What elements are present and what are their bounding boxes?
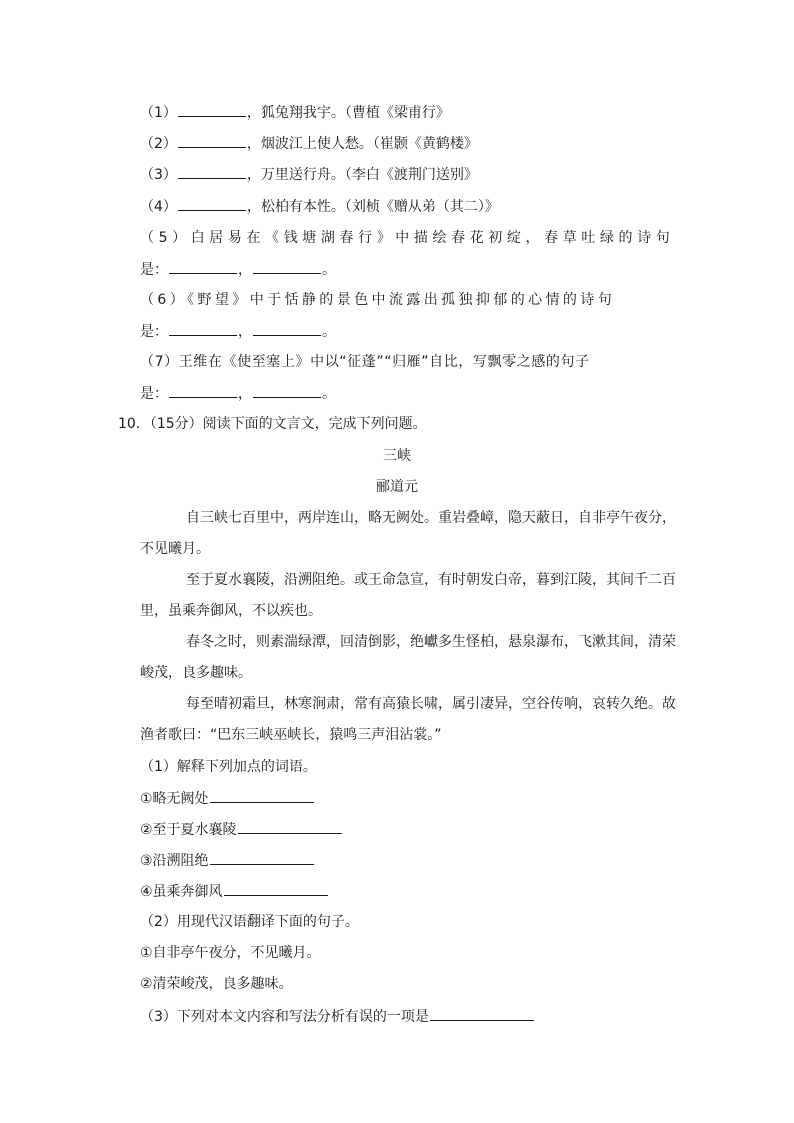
answer-blank[interactable] [253,259,321,274]
answer-blank[interactable] [253,383,321,398]
item-text: ③沿溯阻绝 [140,853,209,869]
answer-blank[interactable] [224,881,328,896]
answer-blank[interactable] [169,259,237,274]
sub2-item-2: ②清荣峻茂，良多趣味。 [140,976,293,992]
item-text: ④虽乘奔御风 [140,884,223,900]
q9-item-4 [140,196,499,217]
separator: ， [238,324,252,340]
paragraph-1-line1: 自三峡七百里中，两岸连山，略无阙处。重岩叠嶂，隐天蔽日，自非亭午夜分， [186,510,676,526]
q9-item-3 [140,164,478,185]
paragraph-4-line2: 渔者歌曰：“巴东三峡巫峡长，猿鸣三声泪沾裳。” [140,727,442,743]
sub1-item-4 [140,881,329,902]
paragraph-3-line2: 峻茂，良多趣味。 [140,665,252,681]
item-prefix: 是： [140,386,168,402]
sub2-item-1: ①自非亭午夜分，不见曦月。 [140,945,321,961]
answer-blank[interactable] [178,133,246,148]
item-text: ，烟波江上使人愁。（崔颢《黄鹤楼》 [246,136,478,152]
sub1-item-3 [140,850,315,871]
sub1-item-2 [140,819,343,840]
paragraph-2-line1: 至于夏水襄陵，沿溯阻绝。或王命急宣，有时朝发白帝，暮到江陵，其间千二百 [186,572,676,588]
period: 。 [322,386,336,402]
answer-blank[interactable] [178,102,246,117]
separator: ， [238,386,252,402]
q9-item-6-line2 [140,321,336,342]
answer-blank[interactable] [210,850,314,865]
q9-item-7-line1: （7）王维在《使至塞上》中以“征蓬”“归雁”自比，写飘零之感的句子 [140,354,590,370]
answer-blank[interactable] [169,383,237,398]
item-prefix: 是： [140,324,168,340]
passage-author: 郦道元 [376,479,418,495]
item-number: （4） [140,199,177,215]
item-text: （3）下列对本文内容和写法分析有误的一项是 [140,1009,429,1025]
item-number: （3） [140,167,177,183]
item-text: ，狐兔翔我宇。（曹植《梁甫行》 [246,105,450,121]
period: 。 [322,324,336,340]
sub1-item-1 [140,788,315,809]
answer-blank[interactable] [178,196,246,211]
paragraph-3-line1: 春冬之时，则素湍绿潭，回清倒影，绝巘多生怪柏，悬泉瀑布，飞漱其间，清荣 [186,634,676,650]
answer-blank[interactable] [253,321,321,336]
item-prefix: 是： [140,262,168,278]
passage-title: 三峡 [383,448,411,464]
paragraph-1-line2: 不见曦月。 [140,541,210,557]
separator: ， [238,262,252,278]
period: 。 [322,262,336,278]
answer-blank[interactable] [169,321,237,336]
q9-item-2 [140,133,478,154]
answer-blank[interactable] [178,164,246,179]
sub3-prompt [140,1006,535,1027]
item-text: ，松柏有本性。（刘桢《赠从弟（其二）》 [246,199,499,215]
sub1-prompt: （1）解释下列加点的词语。 [140,759,317,775]
paragraph-2-line2: 里，虽乘奔御风，不以疾也。 [140,603,322,619]
item-number: （1） [140,105,177,121]
answer-blank[interactable] [238,819,342,834]
item-text: ②至于夏水襄陵 [140,822,237,838]
paragraph-4-line1: 每至晴初霜旦，林寒涧肃，常有高猿长啸，属引凄异，空谷传响，哀转久绝。故 [186,696,676,712]
q9-item-1 [140,102,450,123]
item-text: ，万里送行舟。（李白《渡荆门送别》 [246,167,478,183]
q9-item-7-line2 [140,383,336,404]
q10-header: 10．（15分）阅读下面的文言文，完成下列问题。 [118,416,427,432]
q9-item-6-line1: （6）《野望》中于恬静的景色中流露出孤独抑郁的心情的诗句 [140,292,616,308]
item-text: ①略无阙处 [140,791,209,807]
q9-item-5-line2 [140,259,336,280]
item-number: （2） [140,136,177,152]
sub2-prompt: （2）用现代汉语翻译下面的句子。 [140,914,359,930]
answer-blank[interactable] [430,1006,534,1021]
answer-blank[interactable] [210,788,314,803]
q9-item-5-line1: （5）白居易在《钱塘湖春行》中描绘春花初绽，春草吐绿的诗句 [140,230,675,246]
